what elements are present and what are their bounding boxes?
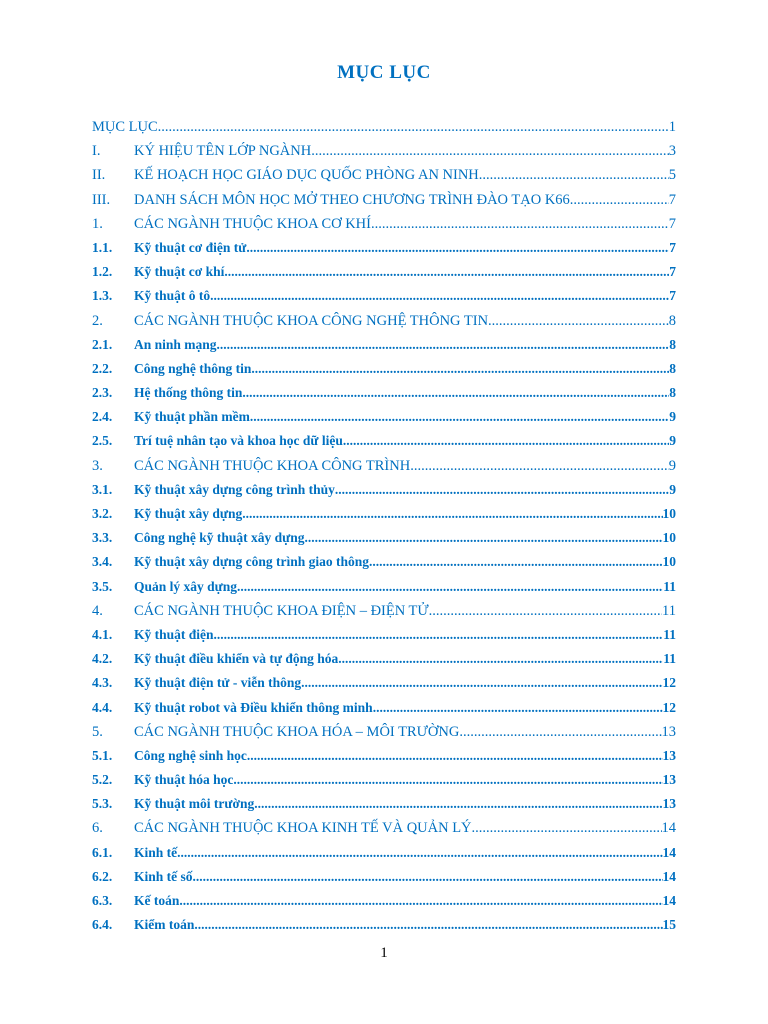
toc-entry-title: CÁC NGÀNH THUỘC KHOA CƠ KHÍ [134,215,371,232]
toc-entry-number: 2. [92,312,103,329]
toc-entry-title: Công nghệ thông tin [134,360,252,376]
toc-entry[interactable] [92,431,676,455]
toc-entry-page: 5 [668,167,676,184]
toc-entry-title: KẾ HOẠCH HỌC GIÁO DỤC QUỐC PHÒNG AN NINH [134,167,479,184]
toc-entry-number: I. [92,143,101,160]
toc-entry-title: Trí tuệ nhân tạo và khoa học dữ liệu [134,433,343,449]
toc-dot-leader [311,141,669,161]
toc-entry[interactable] [92,528,676,552]
toc-entry-page: 9 [668,457,676,474]
toc-entry[interactable] [92,286,676,310]
toc-dot-leader [217,335,670,355]
toc-entry-page: 11 [663,626,676,642]
toc-entry-page: 8 [669,336,676,352]
toc-entry-number: 2.2. [92,360,113,376]
toc-entry-number: 4.3. [92,675,113,691]
toc-entry-number: 3.2. [92,506,113,521]
toc-entry[interactable] [92,818,676,842]
toc-entry-number: 1.1. [92,239,113,255]
toc-entry[interactable] [92,722,676,746]
toc-dot-leader [158,117,669,137]
toc-entry-title: Công nghệ kỹ thuật xây dựng [134,530,305,546]
table-of-contents [92,117,676,939]
toc-dot-leader [247,746,663,766]
toc-entry-page: 11 [663,651,676,667]
toc-dot-leader [254,794,662,814]
toc-entry[interactable] [92,141,676,165]
toc-entry-title: Kỹ thuật xây dựng công trình giao thông [134,554,370,570]
toc-entry-title: Kinh tế số [134,868,193,884]
toc-entry-number: 3.5. [92,578,113,594]
toc-entry-title: Kỹ thuật xây dựng [134,506,243,521]
toc-entry[interactable] [92,891,676,915]
toc-dot-leader [194,915,662,935]
toc-entry-title: Công nghệ sinh học [134,747,247,763]
toc-dot-leader [570,190,669,210]
toc-entry-title: Kỹ thuật cơ điện tử [134,239,247,255]
toc-entry[interactable] [92,625,676,649]
toc-entry[interactable] [92,311,676,335]
toc-entry-title: CÁC NGÀNH THUỘC KHOA CÔNG TRÌNH [134,457,411,474]
toc-dot-leader [305,528,663,548]
toc-dot-leader [251,359,669,379]
toc-entry-number: 2.5. [92,433,113,449]
toc-entry-page: 11 [663,578,676,594]
toc-dot-leader [237,577,663,597]
toc-entry-title: Kỹ thuật ô tô [134,288,211,304]
toc-entry-number: 1. [92,215,103,232]
toc-entry[interactable] [92,214,676,238]
toc-dot-leader [371,214,669,234]
toc-entry-number: 6.1. [92,844,113,860]
toc-entry[interactable] [92,238,676,262]
toc-entry-number: 2.4. [92,409,113,425]
toc-entry-page: 10 [662,554,676,570]
toc-entry-page: 12 [662,699,676,715]
toc-entry-title: Kỹ thuật phần mềm [134,409,250,425]
toc-entry-page: 13 [662,747,676,763]
toc-dot-leader [373,698,663,718]
toc-entry-number: 6.2. [92,868,113,884]
toc-entry-page: 13 [661,723,676,740]
toc-entry-page: 14 [662,893,676,908]
toc-entry-title: MỤC LỤC [92,119,158,135]
toc-entry-number: 4. [92,602,103,619]
toc-dot-leader [459,722,661,742]
toc-entry-title: Kế toán [134,893,180,908]
toc-dot-leader [338,649,663,669]
toc-dot-leader [410,456,669,476]
toc-entry[interactable] [92,262,676,286]
toc-entry-number: III. [92,191,111,208]
page-number: 1 [380,945,388,961]
toc-entry-title: KÝ HIỆU TÊN LỚP NGÀNH [134,143,312,160]
toc-dot-leader [479,165,669,185]
toc-entry[interactable] [92,359,676,383]
toc-entry-number: 4.4. [92,699,113,715]
toc-dot-leader [250,407,669,427]
toc-entry-title: CÁC NGÀNH THUỘC KHOA HÓA – MÔI TRƯỜNG [134,723,460,740]
toc-entry[interactable] [92,770,676,794]
toc-dot-leader [193,867,663,887]
toc-entry-number: 5.1. [92,747,113,763]
toc-entry-title: Kỹ thuật điều khiển và tự động hóa [134,651,339,667]
toc-entry-page: 3 [668,143,676,160]
toc-dot-leader [472,818,662,838]
toc-entry-number: 3.4. [92,554,113,570]
toc-entry[interactable] [92,480,676,504]
toc-entry-title: Kiểm toán [134,917,195,933]
toc-entry-number: 6.3. [92,893,113,908]
toc-entry-page: 9 [669,409,676,425]
toc-dot-leader [233,770,662,790]
toc-entry-page: 7 [669,239,676,255]
toc-dot-leader [214,625,664,645]
toc-entry-title: DANH SÁCH MÔN HỌC MỞ THEO CHƯƠNG TRÌNH ĐÀO TẠO K66 [134,191,570,208]
toc-entry-title: CÁC NGÀNH THUỘC KHOA CÔNG NGHỆ THÔNG TIN [134,312,489,329]
toc-entry[interactable] [92,335,676,359]
toc-entry-number: 5.3. [92,796,113,812]
toc-entry-page: 15 [662,917,676,933]
toc-entry[interactable] [92,577,676,601]
toc-entry-page: 11 [662,602,676,619]
toc-dot-leader [242,504,662,524]
toc-dot-leader [177,843,662,863]
toc-dot-leader [429,601,662,621]
toc-entry-title: Kỹ thuật điện tử - viễn thông [134,675,302,691]
toc-entry-number: 3.1. [92,481,113,497]
toc-entry-page: 9 [669,433,676,449]
toc-entry-page: 10 [662,530,676,546]
toc-entry-number: 3.3. [92,530,113,546]
toc-entry-number: 4.2. [92,651,113,667]
toc-entry[interactable] [92,843,676,867]
toc-entry-page: 14 [661,820,676,837]
toc-dot-leader [179,891,662,911]
toc-entry-page: 9 [669,481,676,497]
toc-entry-page: 7 [668,191,676,208]
toc-entry-page: 14 [662,844,676,860]
toc-entry[interactable] [92,190,676,214]
toc-dot-leader [369,552,662,572]
toc-dot-leader [488,311,669,331]
toc-entry-number: 5.2. [92,772,113,788]
toc-entry-title: CÁC NGÀNH THUỘC KHOA KINH TẾ VÀ QUẢN LÝ [134,820,472,837]
toc-entry-page: 7 [669,264,676,280]
toc-entry-number: II. [92,167,106,184]
toc-entry-page: 13 [662,772,676,788]
toc-entry-title: Quản lý xây dựng [134,578,238,594]
toc-entry-title: Kỹ thuật cơ khí [134,264,225,280]
toc-dot-leader [246,238,669,258]
toc-entry-page: 8 [669,360,676,376]
toc-entry-number: 1.2. [92,264,113,280]
toc-entry-page: 8 [669,385,676,401]
toc-entry[interactable] [92,504,676,528]
toc-entry-number: 5. [92,723,103,740]
toc-dot-leader [210,286,669,306]
toc-dot-leader [242,383,669,403]
toc-entry-title: Kỹ thuật xây dựng công trình thủy [134,481,335,497]
page-title: MỤC LỤC [337,62,431,83]
toc-entry-number: 6.4. [92,917,113,933]
toc-entry[interactable] [92,383,676,407]
toc-dot-leader [343,431,669,451]
toc-entry[interactable] [92,165,676,189]
toc-entry-title: Kỹ thuật hóa học [134,772,234,788]
toc-entry-title: An ninh mạng [134,336,217,352]
toc-entry-title: Kỹ thuật môi trường [134,796,255,812]
toc-entry-title: Kinh tế [134,844,178,860]
toc-entry-title: Hệ thống thông tin [134,385,243,401]
toc-entry-number: 4.1. [92,626,113,642]
toc-entry[interactable] [92,746,676,770]
toc-entry[interactable] [92,649,676,673]
toc-entry[interactable] [92,673,676,697]
toc-dot-leader [335,480,669,500]
toc-entry-number: 2.1. [92,336,113,352]
toc-entry-page: 12 [662,675,676,691]
toc-entry-page: 7 [668,215,676,232]
toc-entry-title: CÁC NGÀNH THUỘC KHOA ĐIỆN – ĐIỆN TỬ [134,602,429,619]
toc-entry-page: 1 [668,119,676,135]
toc-entry[interactable] [92,698,676,722]
toc-entry[interactable] [92,601,676,625]
toc-entry[interactable] [92,407,676,431]
toc-entry-number: 1.3. [92,288,113,304]
toc-entry[interactable] [92,552,676,576]
toc-entry[interactable] [92,117,676,141]
toc-entry[interactable] [92,456,676,480]
toc-entry-page: 8 [668,312,676,329]
toc-entry-number: 2.3. [92,385,113,401]
toc-entry-page: 14 [662,868,676,884]
toc-entry-page: 13 [662,796,676,812]
toc-entry-page: 10 [662,506,676,521]
toc-entry-page: 7 [669,288,676,304]
toc-entry-title: Kỹ thuật điện [134,626,214,642]
toc-dot-leader [301,673,662,693]
toc-entry-number: 6. [92,820,103,837]
toc-entry-number: 3. [92,457,103,474]
toc-dot-leader [224,262,669,282]
toc-entry-title: Kỹ thuật robot và Điều khiển thông minh [134,699,373,715]
toc-entry[interactable] [92,867,676,891]
toc-entry[interactable] [92,794,676,818]
toc-entry[interactable] [92,915,676,939]
